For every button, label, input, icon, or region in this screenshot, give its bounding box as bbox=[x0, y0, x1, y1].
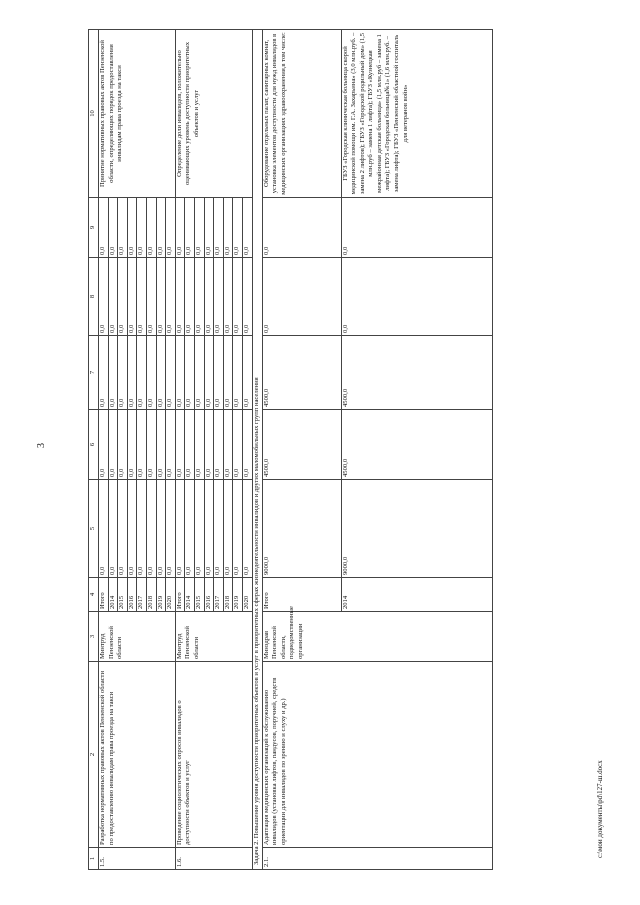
col-header-9: 9 bbox=[89, 198, 99, 258]
value-cell: 0,0 bbox=[242, 258, 252, 336]
year-cell: Итого bbox=[262, 578, 341, 612]
col-header-2: 2 bbox=[89, 662, 99, 848]
expected-result: Определение доли инвалидов, положительно оценивающих уровень доступности приоритетных объектов и услуг bbox=[175, 30, 252, 198]
value-cell: 0,0 bbox=[99, 198, 109, 258]
value-cell: 0,0 bbox=[118, 258, 128, 336]
page-number: 3 bbox=[36, 443, 47, 448]
year-cell: 2014 bbox=[108, 578, 118, 612]
year-cell: 2014 bbox=[185, 578, 195, 612]
value-cell: 0,0 bbox=[127, 410, 137, 480]
col-header-7: 7 bbox=[89, 336, 99, 410]
value-cell: 0,0 bbox=[204, 480, 214, 578]
value-cell: 0,0 bbox=[204, 258, 214, 336]
col-header-8: 8 bbox=[89, 258, 99, 336]
year-cell: Итого bbox=[175, 578, 185, 612]
value-cell: 0,0 bbox=[185, 258, 195, 336]
expected-result: Принятие нормативных правовых актов Пензенской области, определяющих порядок предоставления инвалидам права проезда на такси bbox=[99, 30, 176, 198]
value-cell: 0,0 bbox=[127, 336, 137, 410]
value-cell: 0,0 bbox=[194, 198, 204, 258]
executor: Минздрав Пензенской области, подведомственные организации bbox=[262, 612, 492, 662]
value-cell: 0,0 bbox=[175, 480, 185, 578]
year-cell: 2015 bbox=[118, 578, 128, 612]
value-cell: 9000,0 bbox=[341, 480, 492, 578]
value-cell: 0,0 bbox=[341, 258, 492, 336]
value-cell: 0,0 bbox=[223, 410, 233, 480]
value-cell: 0,0 bbox=[127, 198, 137, 258]
expected-result: ГБУЗ «Городская клиническая больница скорой медицинской помощи им. Г.А. Захарьина» (3,0 млн.руб. – замена 2 лифтов); ГБУЗ «Городской родильный дом» (1,5 млн.руб – замена 1 лифта); ГБУЗ «Кузнецкая межрайонная детская больница» (1,5 млн.руб – замена 1 лифта); ГБУЗ «Городская больница№1» (1,6 млн.руб. – замена лифта); ГБУЗ «Пензенский областной госпиталь для ветеранов войн» bbox=[341, 30, 492, 198]
value-cell: 0,0 bbox=[146, 258, 156, 336]
value-cell: 0,0 bbox=[156, 198, 166, 258]
value-cell: 0,0 bbox=[223, 336, 233, 410]
measure-name: Проведение социологических опросов инвалидов о доступности объектов и услуг bbox=[175, 662, 252, 848]
value-cell: 0,0 bbox=[175, 410, 185, 480]
value-cell: 9000,0 bbox=[262, 480, 341, 578]
measure-name: Адаптация медицинских организаций к обслуживанию инвалидов (установка лифтов, пандусов, поручней, средств ориентации для инвалидов по зрению и слуху и др.) bbox=[262, 662, 492, 848]
row-number: 2.1. bbox=[262, 848, 492, 870]
value-cell: 0,0 bbox=[214, 198, 224, 258]
value-cell: 0,0 bbox=[137, 480, 147, 578]
header-row bbox=[89, 30, 99, 870]
value-cell: 0,0 bbox=[166, 336, 176, 410]
value-cell: 0,0 bbox=[156, 410, 166, 480]
value-cell: 0,0 bbox=[99, 410, 109, 480]
value-cell: 0,0 bbox=[262, 198, 341, 258]
table-row bbox=[262, 30, 341, 870]
table-row bbox=[175, 30, 185, 870]
value-cell: 0,0 bbox=[204, 336, 214, 410]
value-cell: 0,0 bbox=[166, 198, 176, 258]
value-cell: 0,0 bbox=[118, 198, 128, 258]
value-cell: 0,0 bbox=[108, 258, 118, 336]
value-cell: 0,0 bbox=[204, 198, 214, 258]
value-cell: 0,0 bbox=[99, 258, 109, 336]
col-header-3: 3 bbox=[89, 612, 99, 662]
value-cell: 0,0 bbox=[223, 258, 233, 336]
value-cell: 0,0 bbox=[137, 198, 147, 258]
value-cell: 0,0 bbox=[146, 198, 156, 258]
col-header-5: 5 bbox=[89, 480, 99, 578]
col-header-6: 6 bbox=[89, 410, 99, 480]
value-cell: 0,0 bbox=[175, 198, 185, 258]
year-cell: Итого bbox=[99, 578, 109, 612]
task-row bbox=[252, 30, 262, 870]
value-cell: 0,0 bbox=[185, 198, 195, 258]
value-cell: 4500,0 bbox=[341, 410, 492, 480]
rotated-table-container bbox=[88, 30, 622, 870]
value-cell: 0,0 bbox=[166, 480, 176, 578]
value-cell: 0,0 bbox=[156, 336, 166, 410]
value-cell: 0,0 bbox=[166, 410, 176, 480]
value-cell: 0,0 bbox=[175, 258, 185, 336]
col-header-10: 10 bbox=[89, 30, 99, 198]
value-cell: 0,0 bbox=[156, 480, 166, 578]
value-cell: 0,0 bbox=[137, 336, 147, 410]
value-cell: 0,0 bbox=[108, 410, 118, 480]
measure-name: Разработка нормативных правовых актов Пензенской области по предоставлению инвалидам права проезда на такси bbox=[99, 662, 176, 848]
row-number: 1.5. bbox=[99, 848, 176, 870]
value-cell: 0,0 bbox=[137, 258, 147, 336]
value-cell: 0,0 bbox=[341, 198, 492, 258]
value-cell: 0,0 bbox=[108, 480, 118, 578]
year-cell: 2016 bbox=[127, 578, 137, 612]
year-cell: 2019 bbox=[156, 578, 166, 612]
value-cell: 4500,0 bbox=[341, 336, 492, 410]
value-cell: 0,0 bbox=[242, 410, 252, 480]
value-cell: 0,0 bbox=[146, 410, 156, 480]
value-cell: 0,0 bbox=[118, 336, 128, 410]
value-cell: 4500,0 bbox=[262, 336, 341, 410]
table-row bbox=[99, 30, 109, 870]
value-cell: 0,0 bbox=[223, 480, 233, 578]
year-cell: 2018 bbox=[223, 578, 233, 612]
task-heading: Задача 2. Повышение уровня доступности приоритетных объектов и услуг в приоритетных сферах жизнедеятельности инвалидов и других маломобильных групп населения bbox=[252, 30, 262, 870]
row-number: 1.6. bbox=[175, 848, 252, 870]
year-cell: 2017 bbox=[214, 578, 224, 612]
value-cell: 0,0 bbox=[118, 480, 128, 578]
executor: Минтруд Пензенской области bbox=[175, 612, 252, 662]
value-cell: 0,0 bbox=[175, 336, 185, 410]
value-cell: 0,0 bbox=[204, 410, 214, 480]
program-table bbox=[88, 29, 493, 870]
value-cell: 0,0 bbox=[166, 258, 176, 336]
value-cell: 0,0 bbox=[99, 480, 109, 578]
value-cell: 0,0 bbox=[233, 336, 243, 410]
value-cell: 0,0 bbox=[214, 410, 224, 480]
value-cell: 0,0 bbox=[223, 198, 233, 258]
year-cell: 2015 bbox=[194, 578, 204, 612]
col-header-1: 1 bbox=[89, 848, 99, 870]
year-cell: 2014 bbox=[341, 578, 492, 612]
value-cell: 0,0 bbox=[108, 198, 118, 258]
value-cell: 0,0 bbox=[127, 480, 137, 578]
value-cell: 0,0 bbox=[233, 198, 243, 258]
year-cell: 2020 bbox=[166, 578, 176, 612]
value-cell: 0,0 bbox=[194, 258, 204, 336]
value-cell: 0,0 bbox=[242, 480, 252, 578]
value-cell: 0,0 bbox=[185, 410, 195, 480]
value-cell: 0,0 bbox=[108, 336, 118, 410]
value-cell: 0,0 bbox=[137, 410, 147, 480]
executor: Минтруд Пензенской области bbox=[99, 612, 176, 662]
value-cell: 0,0 bbox=[214, 258, 224, 336]
year-cell: 2019 bbox=[233, 578, 243, 612]
value-cell: 0,0 bbox=[233, 480, 243, 578]
value-cell: 0,0 bbox=[242, 198, 252, 258]
value-cell: 0,0 bbox=[156, 258, 166, 336]
expected-result: Оборудование отдельных палат, санитарных комнат, установка элементов доступности для нужд инвалидов в медицинских организациях здравоохранения,в том числе: bbox=[262, 30, 341, 198]
value-cell: 0,0 bbox=[127, 258, 137, 336]
value-cell: 0,0 bbox=[146, 480, 156, 578]
value-cell: 0,0 bbox=[233, 410, 243, 480]
value-cell: 0,0 bbox=[214, 480, 224, 578]
value-cell: 0,0 bbox=[194, 480, 204, 578]
col-header-4: 4 bbox=[89, 578, 99, 612]
value-cell: 0,0 bbox=[214, 336, 224, 410]
year-cell: 2016 bbox=[204, 578, 214, 612]
file-path-footer: c:\мои документы\pd\127-ш.docx bbox=[596, 760, 604, 858]
value-cell: 0,0 bbox=[242, 336, 252, 410]
year-cell: 2018 bbox=[146, 578, 156, 612]
value-cell: 0,0 bbox=[99, 336, 109, 410]
value-cell: 0,0 bbox=[146, 336, 156, 410]
value-cell: 0,0 bbox=[262, 258, 341, 336]
value-cell: 0,0 bbox=[233, 258, 243, 336]
value-cell: 0,0 bbox=[185, 480, 195, 578]
year-cell: 2020 bbox=[242, 578, 252, 612]
value-cell: 0,0 bbox=[194, 410, 204, 480]
value-cell: 4500,0 bbox=[262, 410, 341, 480]
value-cell: 0,0 bbox=[194, 336, 204, 410]
value-cell: 0,0 bbox=[185, 336, 195, 410]
year-cell: 2017 bbox=[137, 578, 147, 612]
value-cell: 0,0 bbox=[118, 410, 128, 480]
